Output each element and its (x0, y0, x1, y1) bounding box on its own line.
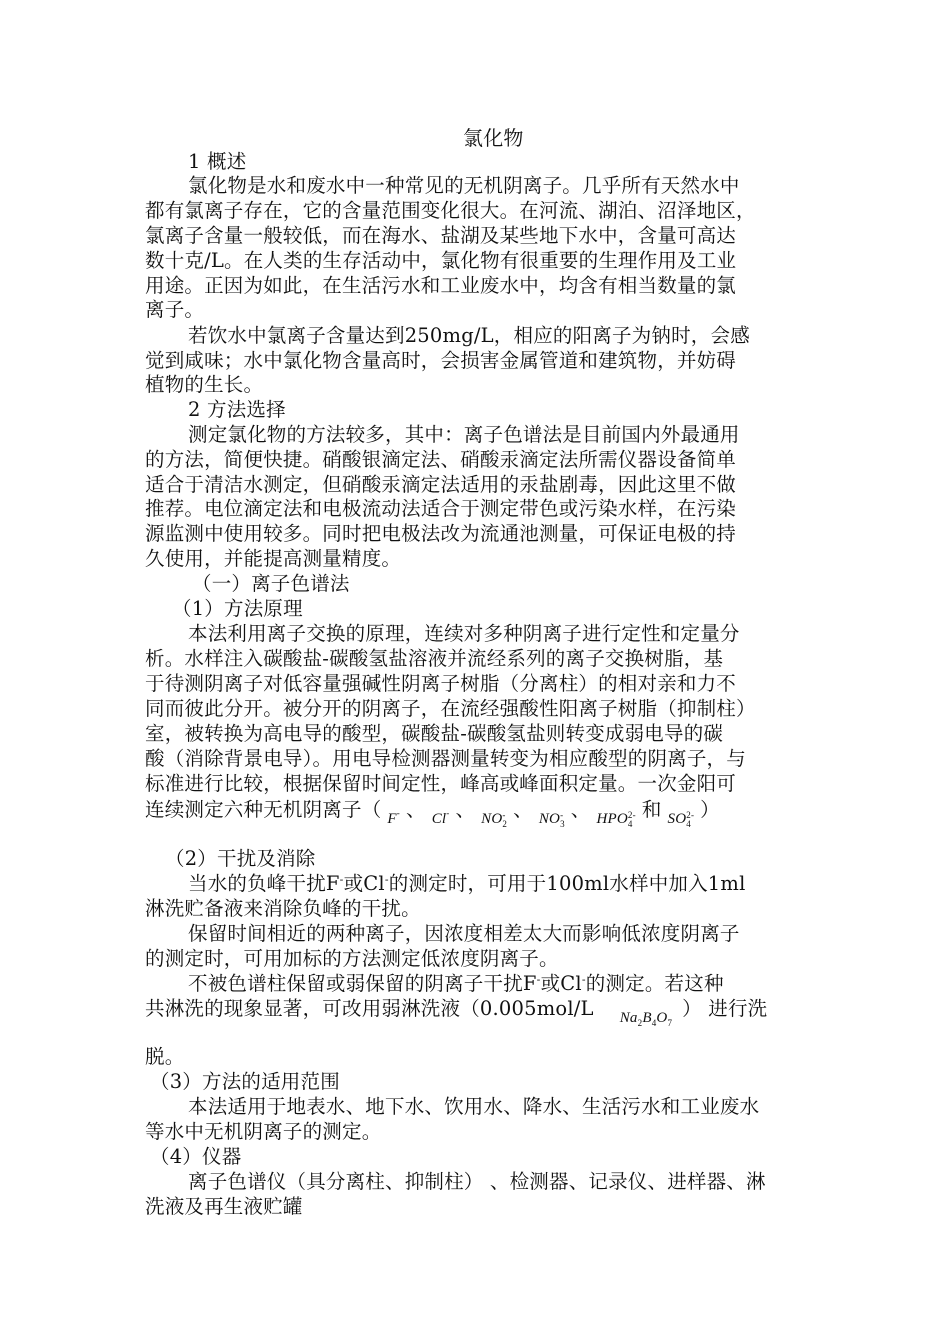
paragraph-line: 源监测中使用较多。同时把电极法改为流通池测量，可保证电极的持 (145, 522, 737, 545)
paragraph-line: 推荐。电位滴定法和电极流动法适合于测定带色或污染水样，在污染 (145, 497, 737, 520)
fluoride-formula: F- (387, 808, 400, 827)
anion-list-line (145, 798, 720, 829)
paragraph-line: 的测定时，可用加标的方法测定低浓度阴离子。 (145, 947, 559, 970)
nitrite-formula: NO- 2 (481, 809, 508, 829)
anion-list-prefix: 连续测定六种无机阴离子（ (145, 798, 382, 821)
paragraph-line: 析。水样注入碳酸盐-碳酸氢盐溶液并流经系列的离子交换树脂，基 (145, 647, 724, 670)
separator: 、 (570, 798, 591, 821)
close-paren: ） (700, 798, 720, 821)
paragraph-line: 保留时间相近的两种离子，因浓度相差太大而影响低浓度阴离子 (188, 922, 740, 945)
paragraph-line: 都有氯离子存在，它的含量范围变化很大。在河流、湖泊、沼泽地区， (145, 199, 756, 222)
paragraph-line: 脱。 (145, 1045, 185, 1068)
paragraph-line: 当水的负峰干扰F-或Cl-的测定时，可用于100ml水样中加入1ml (188, 872, 746, 895)
paragraph-line: 测定氯化物的方法较多，其中：离子色谱法是目前国内外最通用 (188, 423, 740, 446)
principle-heading: （1）方法原理 (172, 597, 303, 620)
paragraph-line: 适合于清洁水测定，但硝酸汞滴定法适用的汞盐剧毒，因此这里不做 (145, 473, 737, 496)
paragraph-line: 数十克/L。在人类的生存活动中，氯化物有很重要的生理作用及工业 (145, 249, 737, 272)
paragraph-line: 共淋洗的现象显著，可改用弱淋洗液（0.005mol/L $_{Na_2B_4O_7}$） 进行洗 (145, 997, 768, 1028)
paragraph-line: 标准进行比较，根据保留时间定性，峰高或峰面积定量。一次金阳可 (145, 772, 737, 795)
paragraph-line: 本法利用离子交换的原理，连续对多种阴离子进行定性和定量分 (188, 622, 740, 645)
paragraph-line: 久使用，并能提高测量精度。 (145, 547, 402, 570)
paragraph-line: 的方法，简便快捷。硝酸银滴定法、硝酸汞滴定法所需仪器设备简单 (145, 448, 737, 471)
and-word: 和 (641, 798, 662, 821)
paragraph-line: 氯化物是水和废水中一种常见的无机阴离子。几乎所有天然水中 (188, 174, 740, 197)
section-2-heading: 2 方法选择 (188, 398, 286, 421)
paragraph-line: 植物的生长。 (145, 373, 264, 396)
paragraph-line: 离子色谱仪（具分离柱、抑制柱） 、检测器、记录仪、进样器、淋 (188, 1170, 766, 1193)
paragraph-line: 用途。正因为如此，在生活污水和工业废水中，均含有相当数量的氯 (145, 274, 737, 297)
paragraph-line: 同而彼此分开。被分开的阴离子，在流经强酸性阳离子树脂（抑制柱） (145, 697, 756, 720)
paragraph-line: 等水中无机阴离子的测定。 (145, 1120, 382, 1143)
hydrogen-phosphate-formula: HPO2- 4 (596, 809, 636, 829)
separator: 、 (405, 798, 426, 821)
borax-formula: Na2B4O7 (619, 1010, 673, 1028)
paragraph-line: 若饮水中氯离子含量达到250mg/L，相应的阳离子为钠时，会感 (188, 324, 750, 347)
subsection-heading: （一）离子色谱法 (192, 572, 350, 595)
paragraph-line: 洗液及再生液贮罐 (145, 1195, 303, 1218)
paragraph-line: 离子。 (145, 298, 205, 321)
chloride-formula: Cl- (431, 808, 450, 827)
section-1-heading: 1 概述 (188, 150, 247, 173)
separator: 、 (513, 798, 533, 821)
page-title: 氯化物 (463, 126, 524, 150)
sulfate-formula: SO2- 4 (667, 809, 695, 829)
paragraph-line: 氯离子含量一般较低，而在海水、盐湖及某些地下水中，含量可高达 (145, 224, 737, 247)
nitrate-formula: NO- 3 (538, 809, 565, 829)
paragraph-line: 本法适用于地表水、地下水、饮用水、降水、生活污水和工业废水 (188, 1095, 760, 1118)
separator: 、 (455, 798, 476, 821)
scope-heading: （3）方法的适用范围 (150, 1070, 340, 1093)
paragraph-line: 酸（消除背景电导）。用电导检测器测量转变为相应酸型的阴离子，与 (145, 747, 746, 770)
paragraph-line: 不被色谱柱保留或弱保留的阴离子干扰F-或Cl-的测定。若这种 (188, 972, 724, 995)
instrument-heading: （4）仪器 (150, 1145, 242, 1168)
paragraph-line: 室，被转换为高电导的酸型，碳酸盐-碳酸氢盐则转变成弱电导的碳 (145, 722, 724, 745)
paragraph-line: 觉到咸味；水中氯化物含量高时，会损害金属管道和建筑物，并妨碍 (145, 349, 737, 372)
paragraph-line: 于待测阴离子对低容量强碱性阴离子树脂（分离柱）的相对亲和力不 (145, 672, 737, 695)
interference-heading: （2）干扰及消除 (165, 847, 316, 870)
paragraph-line: 淋洗贮备液来消除负峰的干扰。 (145, 897, 421, 920)
